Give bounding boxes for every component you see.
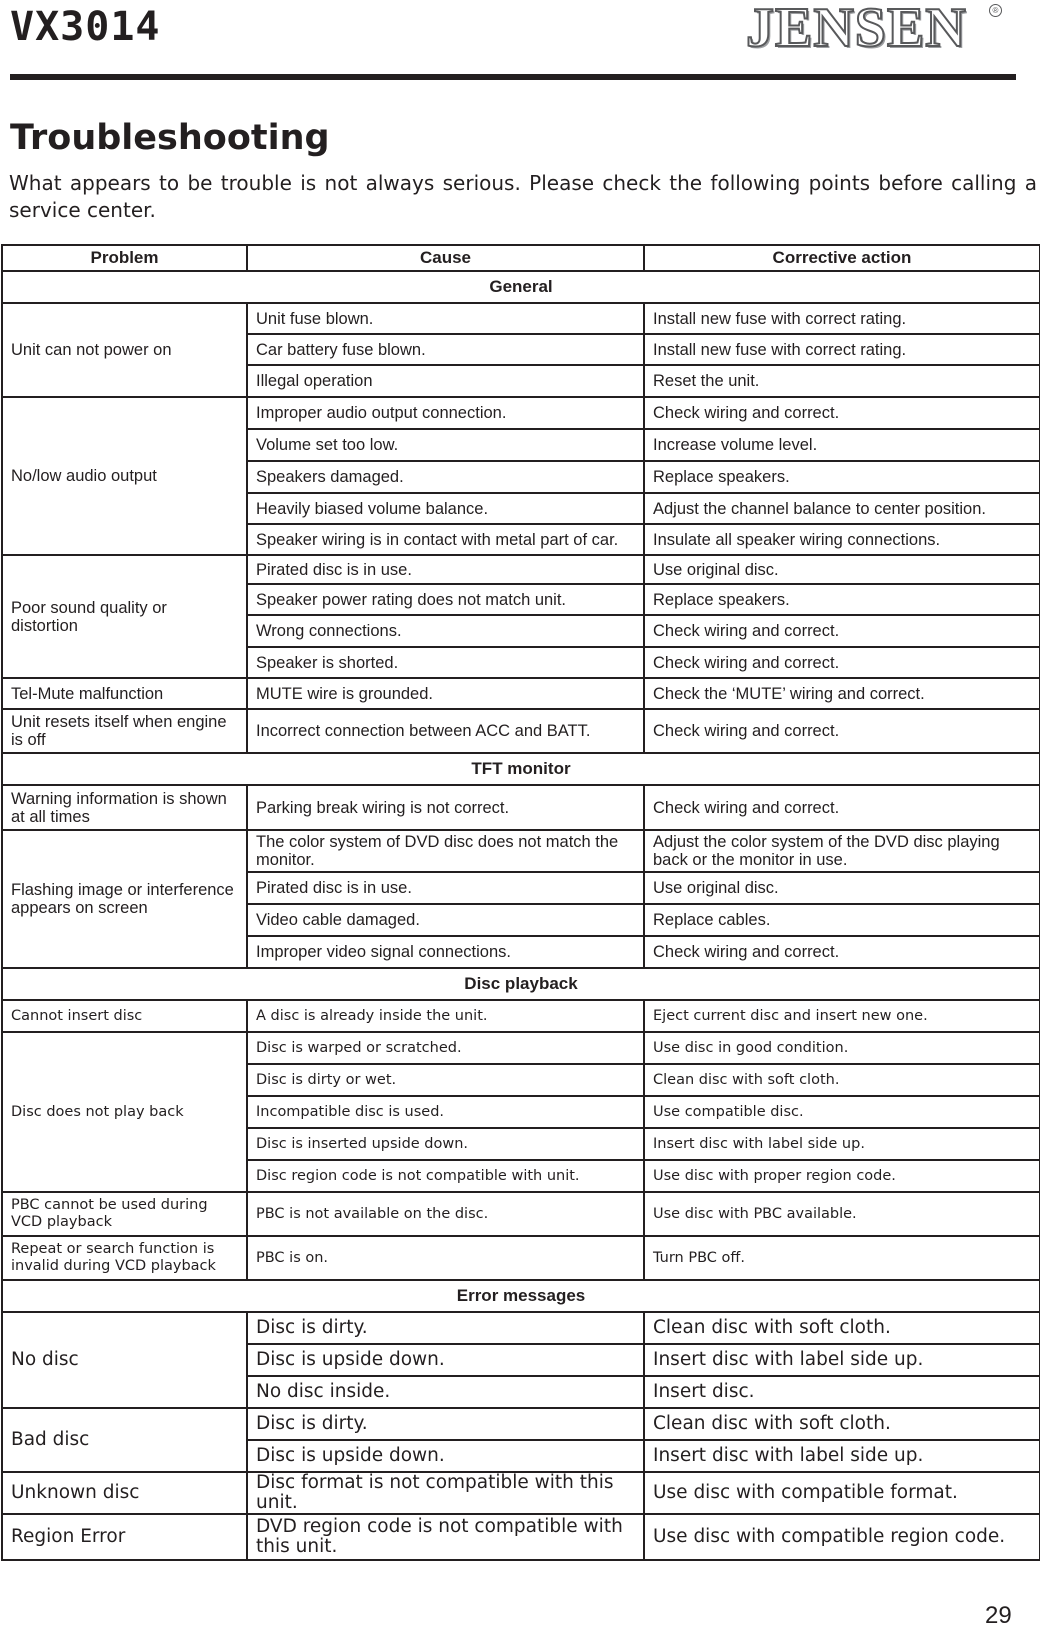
problem-cell: Bad disc bbox=[2, 1408, 247, 1472]
cause-cell: DVD region code is not compatible with this unit. bbox=[247, 1514, 644, 1560]
cause-cell: The color system of DVD disc does not match the monitor. bbox=[247, 830, 644, 872]
corrective-action-cell: Insert disc. bbox=[644, 1376, 1040, 1408]
cause-cell: Car battery fuse blown. bbox=[247, 334, 644, 365]
corrective-action-cell: Insulate all speaker wiring connections. bbox=[644, 524, 1040, 555]
corrective-action-cell: Check wiring and correct. bbox=[644, 709, 1040, 753]
problem-cell: Flashing image or interference appears on screen bbox=[2, 830, 247, 968]
corrective-action-cell: Use disc with PBC available. bbox=[644, 1192, 1040, 1236]
table-row bbox=[2, 830, 1040, 872]
table-body bbox=[2, 271, 1040, 1560]
page-title: Troubleshooting bbox=[10, 118, 330, 158]
cause-cell: Wrong connections. bbox=[247, 615, 644, 647]
problem-cell: Poor sound quality or distortion bbox=[2, 555, 247, 678]
cause-cell: Speaker wiring is in contact with metal part of car. bbox=[247, 524, 644, 555]
column-header-corrective-action: Corrective action bbox=[644, 245, 1040, 271]
cause-cell: Disc is upside down. bbox=[247, 1344, 644, 1376]
cause-cell: A disc is already inside the unit. bbox=[247, 1000, 644, 1032]
section-row bbox=[2, 968, 1040, 1000]
cause-cell: Improper video signal connections. bbox=[247, 936, 644, 968]
corrective-action-cell: Turn PBC off. bbox=[644, 1236, 1040, 1280]
registered-mark: ® bbox=[989, 4, 1002, 17]
problem-cell: Unknown disc bbox=[2, 1472, 247, 1514]
table-row bbox=[2, 1236, 1040, 1280]
cause-cell: Disc is dirty. bbox=[247, 1408, 644, 1440]
model-number: VX3014 bbox=[10, 4, 161, 50]
table-row bbox=[2, 785, 1040, 830]
corrective-action-cell: Use compatible disc. bbox=[644, 1096, 1040, 1128]
troubleshooting-table bbox=[1, 244, 1040, 1561]
cause-cell: Improper audio output connection. bbox=[247, 397, 644, 429]
cause-cell: Speaker is shorted. bbox=[247, 647, 644, 678]
cause-cell: Disc region code is not compatible with unit. bbox=[247, 1160, 644, 1192]
cause-cell: Illegal operation bbox=[247, 365, 644, 397]
cause-cell: Disc is warped or scratched. bbox=[247, 1032, 644, 1064]
cause-cell: Video cable damaged. bbox=[247, 904, 644, 936]
corrective-action-cell: Install new fuse with correct rating. bbox=[644, 334, 1040, 365]
cause-cell: Disc is dirty. bbox=[247, 1312, 644, 1344]
problem-cell: Repeat or search function is invalid during VCD playback bbox=[2, 1236, 247, 1280]
corrective-action-cell: Replace speakers. bbox=[644, 584, 1040, 615]
problem-cell: Tel-Mute malfunction bbox=[2, 678, 247, 709]
problem-cell: Disc does not play back bbox=[2, 1032, 247, 1192]
table-row bbox=[2, 1312, 1040, 1344]
table-row bbox=[2, 678, 1040, 709]
problem-cell: PBC cannot be used during VCD playback bbox=[2, 1192, 247, 1236]
corrective-action-cell: Check the ‘MUTE’ wiring and correct. bbox=[644, 678, 1040, 709]
cause-cell: Disc is inserted upside down. bbox=[247, 1128, 644, 1160]
corrective-action-cell: Check wiring and correct. bbox=[644, 615, 1040, 647]
corrective-action-cell: Eject current disc and insert new one. bbox=[644, 1000, 1040, 1032]
table-row bbox=[2, 709, 1040, 753]
table-row bbox=[2, 1472, 1040, 1514]
cause-cell: Pirated disc is in use. bbox=[247, 555, 644, 584]
corrective-action-cell: Insert disc with label side up. bbox=[644, 1128, 1040, 1160]
corrective-action-cell: Check wiring and correct. bbox=[644, 785, 1040, 830]
cause-cell: No disc inside. bbox=[247, 1376, 644, 1408]
cause-cell: MUTE wire is grounded. bbox=[247, 678, 644, 709]
cause-cell: Disc format is not compatible with this unit. bbox=[247, 1472, 644, 1514]
cause-cell: Parking break wiring is not correct. bbox=[247, 785, 644, 830]
corrective-action-cell: Use original disc. bbox=[644, 872, 1040, 904]
section-title: Error messages bbox=[2, 1280, 1040, 1312]
corrective-action-cell: Check wiring and correct. bbox=[644, 936, 1040, 968]
corrective-action-cell: Adjust the channel balance to center position. bbox=[644, 493, 1040, 524]
section-title: General bbox=[2, 271, 1040, 303]
problem-cell: Cannot insert disc bbox=[2, 1000, 247, 1032]
cause-cell: Unit fuse blown. bbox=[247, 303, 644, 334]
corrective-action-cell: Clean disc with soft cloth. bbox=[644, 1312, 1040, 1344]
corrective-action-cell: Use disc in good condition. bbox=[644, 1032, 1040, 1064]
cause-cell: Incorrect connection between ACC and BATT. bbox=[247, 709, 644, 753]
corrective-action-cell: Replace speakers. bbox=[644, 461, 1040, 493]
corrective-action-cell: Use disc with proper region code. bbox=[644, 1160, 1040, 1192]
brand-logo: JENSEN bbox=[746, 0, 967, 59]
section-title: Disc playback bbox=[2, 968, 1040, 1000]
corrective-action-cell: Insert disc with label side up. bbox=[644, 1440, 1040, 1472]
section-title: TFT monitor bbox=[2, 753, 1040, 785]
corrective-action-cell: Replace cables. bbox=[644, 904, 1040, 936]
table-header-row bbox=[2, 245, 1040, 271]
corrective-action-cell: Adjust the color system of the DVD disc playing back or the monitor in use. bbox=[644, 830, 1040, 872]
problem-cell: Region Error bbox=[2, 1514, 247, 1560]
problem-cell: Unit resets itself when engine is off bbox=[2, 709, 247, 753]
page-number: 29 bbox=[985, 1602, 1012, 1629]
column-header-problem: Problem bbox=[2, 245, 247, 271]
problem-cell: No disc bbox=[2, 1312, 247, 1408]
problem-cell: Unit can not power on bbox=[2, 303, 247, 397]
cause-cell: Disc is upside down. bbox=[247, 1440, 644, 1472]
table-row bbox=[2, 1000, 1040, 1032]
table-row bbox=[2, 303, 1040, 334]
corrective-action-cell: Check wiring and correct. bbox=[644, 397, 1040, 429]
cause-cell: Disc is dirty or wet. bbox=[247, 1064, 644, 1096]
table-row bbox=[2, 1032, 1040, 1064]
cause-cell: Incompatible disc is used. bbox=[247, 1096, 644, 1128]
problem-cell: No/low audio output bbox=[2, 397, 247, 555]
table-row bbox=[2, 1408, 1040, 1440]
table-row bbox=[2, 1514, 1040, 1560]
table-row bbox=[2, 397, 1040, 429]
corrective-action-cell: Use disc with compatible format. bbox=[644, 1472, 1040, 1514]
cause-cell: PBC is on. bbox=[247, 1236, 644, 1280]
column-header-cause: Cause bbox=[247, 245, 644, 271]
header-rule bbox=[10, 74, 1016, 80]
cause-cell: Speakers damaged. bbox=[247, 461, 644, 493]
section-row bbox=[2, 1280, 1040, 1312]
corrective-action-cell: Use disc with compatible region code. bbox=[644, 1514, 1040, 1560]
table-row bbox=[2, 555, 1040, 584]
cause-cell: Heavily biased volume balance. bbox=[247, 493, 644, 524]
cause-cell: Speaker power rating does not match unit. bbox=[247, 584, 644, 615]
cause-cell: Volume set too low. bbox=[247, 429, 644, 461]
cause-cell: PBC is not available on the disc. bbox=[247, 1192, 644, 1236]
problem-cell: Warning information is shown at all times bbox=[2, 785, 247, 830]
table-row bbox=[2, 1192, 1040, 1236]
corrective-action-cell: Clean disc with soft cloth. bbox=[644, 1064, 1040, 1096]
corrective-action-cell: Install new fuse with correct rating. bbox=[644, 303, 1040, 334]
corrective-action-cell: Clean disc with soft cloth. bbox=[644, 1408, 1040, 1440]
corrective-action-cell: Use original disc. bbox=[644, 555, 1040, 584]
intro-paragraph: What appears to be trouble is not always serious. Please check the following points before calling a service center. bbox=[9, 171, 1037, 222]
cause-cell: Pirated disc is in use. bbox=[247, 872, 644, 904]
corrective-action-cell: Increase volume level. bbox=[644, 429, 1040, 461]
corrective-action-cell: Reset the unit. bbox=[644, 365, 1040, 397]
corrective-action-cell: Insert disc with label side up. bbox=[644, 1344, 1040, 1376]
corrective-action-cell: Check wiring and correct. bbox=[644, 647, 1040, 678]
section-row bbox=[2, 271, 1040, 303]
section-row bbox=[2, 753, 1040, 785]
